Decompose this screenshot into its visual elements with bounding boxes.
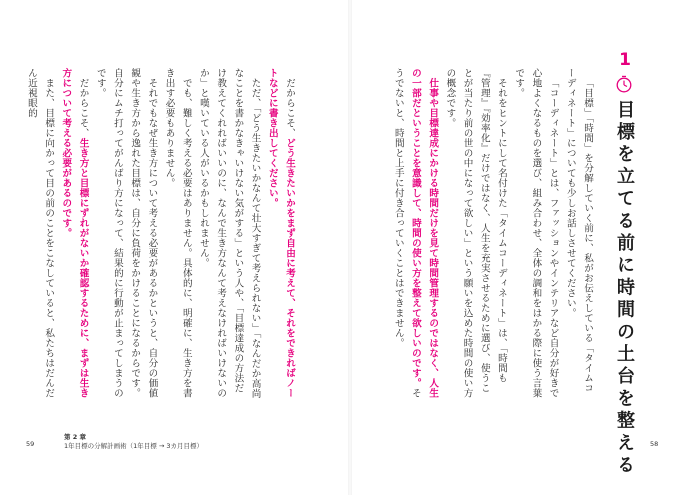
paragraph [264,68,298,400]
body-text: それでもなぜ生き方について考える必要があるかというと、自分の価値観や生き方から逸れた目標は、自分に負荷をかけることになるからです。自分にムチ打ってがんばり方になって、結果的に行動が止まってしまうのです。 [94,68,158,398]
chapter-title: 1年目標の分解計画術（1年目標 → 3カ月目標） [64,442,203,450]
section-number: 1 [619,50,631,70]
body-text: 「コーディネート」とは、ファッションやインテリアなど自分が好きで心地よくなるものを選び、組み合わせ、全体の調和をはかる際に使う言葉です。 [513,68,559,398]
body-text: だからこそ、 [284,77,295,138]
body-text: 「目標」「時間」を分解していく前に、私がお伝えしている「タイムコーディネート」についても少しお話しさせてください。 [564,68,593,393]
paragraph [441,68,510,400]
paragraph [57,68,91,400]
paragraph [23,68,57,400]
body-text: それをヒントにして名付けた「タイムコーディネート」は、「時間も『管理』『効率化』だけではなく、人生を充実させるために選び、使うことが当たり前の世の中になって欲しい」という願いを込めた時間の使い方の概念です。 [444,68,507,398]
clock-icon [615,75,633,93]
chapter-label: 第 2 章 [64,433,87,441]
paragraph [92,68,161,400]
body-text: だからこそ、 [77,77,89,138]
right-page-body [346,68,596,400]
page-number-right: 58 [650,440,659,448]
body-text: また、目標に向かって目の前のことをこなしていると、私たちはだんだん近視眼的 [25,68,55,398]
section-title: 目標を立てる前に時間の土台を整える [614,100,635,478]
paragraph [160,68,194,400]
emphasis-text: どう生きたいかをまず自由に考えて、それをできればノートなどに書き出してください。 [266,68,295,398]
paragraph [510,68,562,400]
body-text: でも、難しく考える必要はありません。具体的に、明確に、生き方を書き出す必要もありません。 [163,68,192,398]
body-text: そうでないと、時間と上手に付き合っていくことはできません。 [392,68,421,398]
page-number-left: 59 [26,440,35,448]
emphasis-text: 仕事や目標達成にかける時間だけを見て時間管理するのではなく、人生の一部だということを意識して、時間の使い方を整えて欲しいのです。 [409,68,439,398]
emphasis-text: 生き方と目標にずれがないか確認するために、まずは生き方について考える必要があるのです。 [60,68,89,398]
body-text: ただ、「どう生きたいかなんて壮大すぎて考えられない」「なんだか高尚なことを書かなきゃいけない気がする」という人や、「目標達成の方法だけ教えてくれればいいのに、なんで生き方なんて考えなければいけないのか」と嘆いている人がいるかもしれません。 [197,68,261,398]
left-page-body [8,68,298,400]
paragraph [195,68,264,400]
paragraph [390,68,442,400]
paragraph [562,68,596,400]
